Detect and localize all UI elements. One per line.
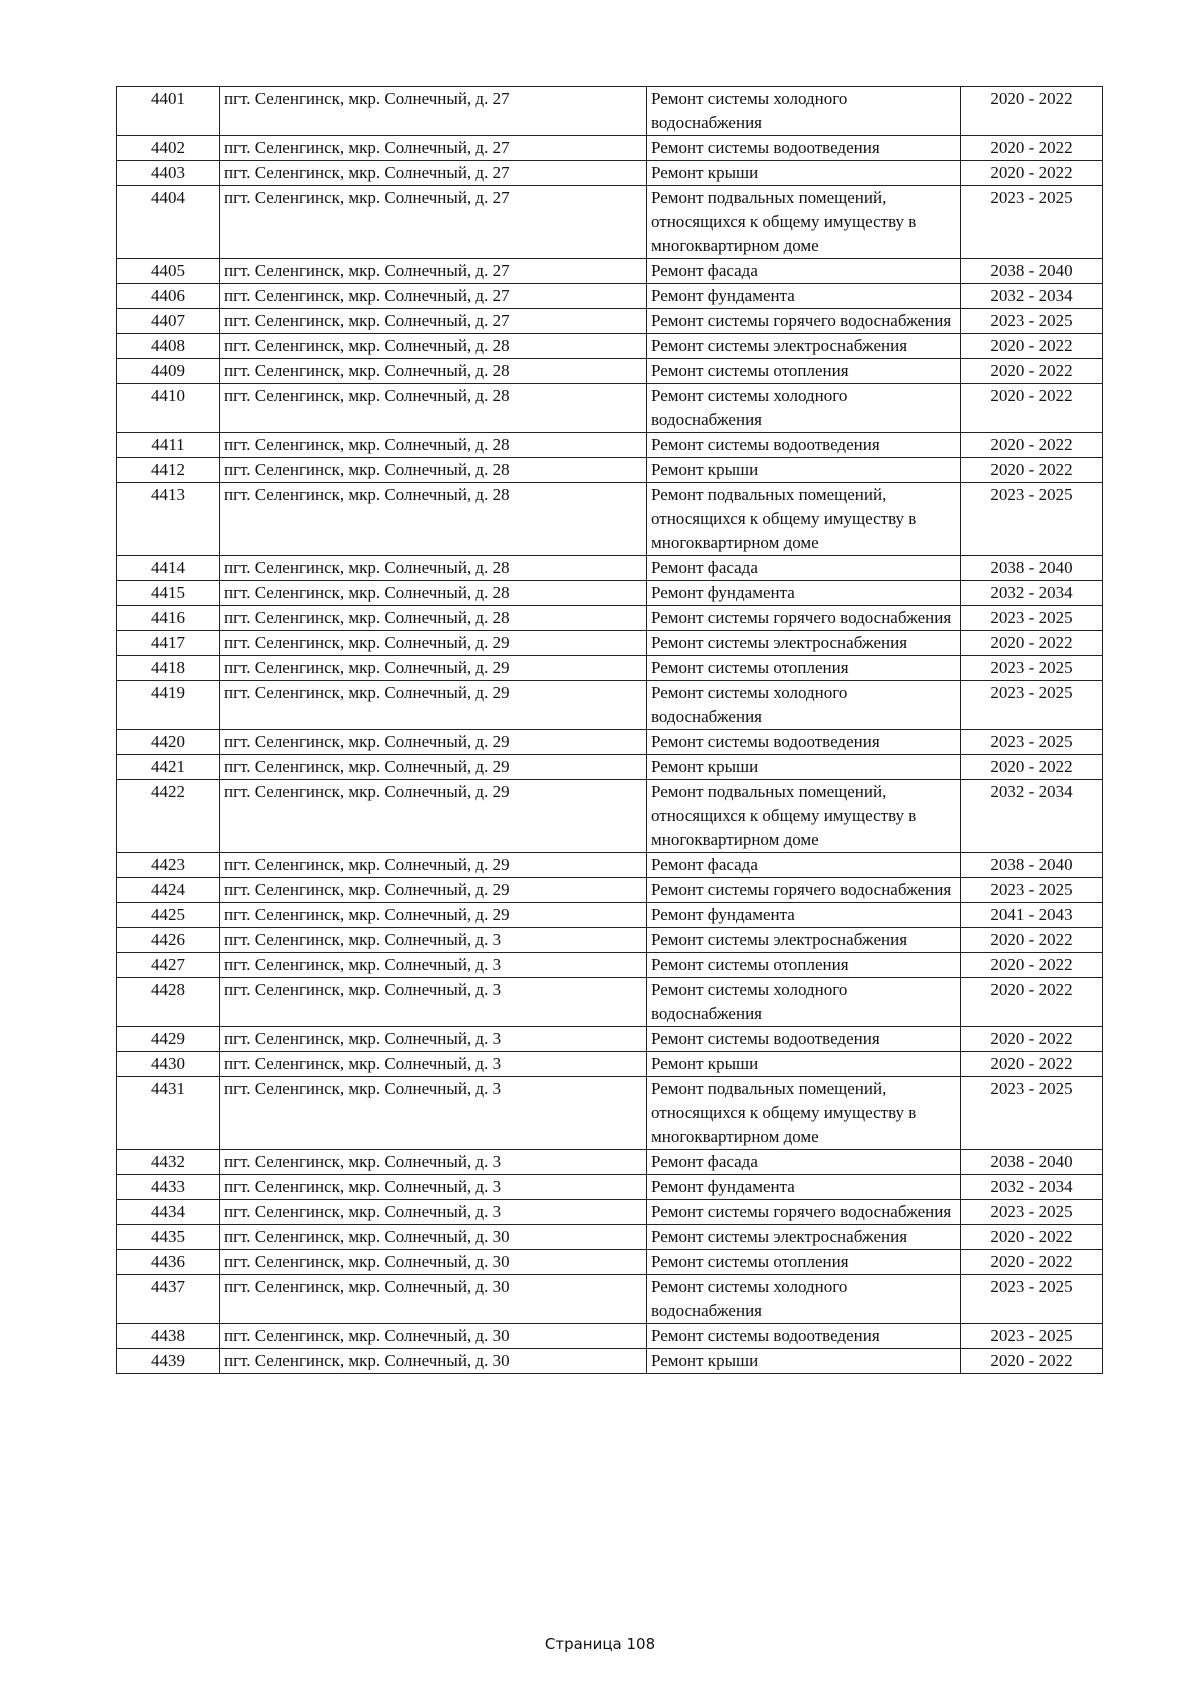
table-row [117,1052,1103,1077]
row-number: 4422 [117,780,220,853]
table-row [117,483,1103,556]
row-address: пгт. Селенгинск, мкр. Солнечный, д. 28 [220,433,647,458]
row-address: пгт. Селенгинск, мкр. Солнечный, д. 28 [220,606,647,631]
table-row [117,458,1103,483]
row-period: 2023 - 2025 [961,1275,1103,1324]
row-number: 4438 [117,1324,220,1349]
row-period: 2032 - 2034 [961,581,1103,606]
row-address: пгт. Селенгинск, мкр. Солнечный, д. 29 [220,755,647,780]
row-address: пгт. Селенгинск, мкр. Солнечный, д. 3 [220,1175,647,1200]
row-number: 4417 [117,631,220,656]
row-number: 4409 [117,359,220,384]
table-row [117,1077,1103,1150]
row-period: 2020 - 2022 [961,978,1103,1027]
row-number: 4415 [117,581,220,606]
row-address: пгт. Селенгинск, мкр. Солнечный, д. 28 [220,334,647,359]
row-period: 2020 - 2022 [961,136,1103,161]
row-number: 4416 [117,606,220,631]
row-work-type: Ремонт системы горячего водоснабжения [647,878,961,903]
row-period: 2032 - 2034 [961,284,1103,309]
table-row [117,780,1103,853]
row-number: 4413 [117,483,220,556]
row-address: пгт. Селенгинск, мкр. Солнечный, д. 30 [220,1250,647,1275]
row-address: пгт. Селенгинск, мкр. Солнечный, д. 3 [220,928,647,953]
row-period: 2023 - 2025 [961,483,1103,556]
row-number: 4401 [117,87,220,136]
row-work-type: Ремонт крыши [647,458,961,483]
row-address: пгт. Селенгинск, мкр. Солнечный, д. 29 [220,656,647,681]
row-number: 4437 [117,1275,220,1324]
table-row [117,755,1103,780]
row-work-type: Ремонт фасада [647,556,961,581]
table-row [117,136,1103,161]
row-work-type: Ремонт системы отопления [647,359,961,384]
table-row [117,1175,1103,1200]
table-row [117,656,1103,681]
row-number: 4423 [117,853,220,878]
table-body [117,87,1103,1374]
table-row [117,1027,1103,1052]
row-period: 2020 - 2022 [961,631,1103,656]
table-row [117,384,1103,433]
table-row [117,1349,1103,1374]
row-work-type: Ремонт системы водоотведения [647,1324,961,1349]
row-number: 4420 [117,730,220,755]
row-address: пгт. Селенгинск, мкр. Солнечный, д. 27 [220,136,647,161]
row-address: пгт. Селенгинск, мкр. Солнечный, д. 29 [220,878,647,903]
table-row [117,161,1103,186]
row-work-type: Ремонт крыши [647,755,961,780]
table-row [117,433,1103,458]
table-row [117,309,1103,334]
row-work-type: Ремонт крыши [647,1349,961,1374]
row-period: 2038 - 2040 [961,556,1103,581]
row-work-type: Ремонт системы электроснабжения [647,928,961,953]
table-row [117,186,1103,259]
row-number: 4426 [117,928,220,953]
table-row [117,1250,1103,1275]
row-number: 4402 [117,136,220,161]
row-period: 2020 - 2022 [961,1250,1103,1275]
row-work-type: Ремонт системы холодного водоснабжения [647,384,961,433]
table-row [117,928,1103,953]
row-number: 4432 [117,1150,220,1175]
row-work-type: Ремонт системы холодного водоснабжения [647,87,961,136]
row-number: 4407 [117,309,220,334]
row-number: 4410 [117,384,220,433]
row-address: пгт. Селенгинск, мкр. Солнечный, д. 29 [220,853,647,878]
row-period: 2023 - 2025 [961,606,1103,631]
row-number: 4430 [117,1052,220,1077]
row-work-type: Ремонт подвальных помещений, относящихся к общему имуществу в многоквартирном доме [647,483,961,556]
table-row [117,1200,1103,1225]
table-row [117,681,1103,730]
row-period: 2020 - 2022 [961,1225,1103,1250]
table-row [117,631,1103,656]
row-number: 4434 [117,1200,220,1225]
row-period: 2020 - 2022 [961,755,1103,780]
table-row [117,730,1103,755]
row-address: пгт. Селенгинск, мкр. Солнечный, д. 29 [220,730,647,755]
table-row [117,978,1103,1027]
row-period: 2020 - 2022 [961,87,1103,136]
repair-schedule-table [116,86,1103,1374]
row-work-type: Ремонт системы горячего водоснабжения [647,606,961,631]
row-period: 2038 - 2040 [961,259,1103,284]
row-number: 4403 [117,161,220,186]
row-address: пгт. Селенгинск, мкр. Солнечный, д. 30 [220,1225,647,1250]
row-number: 4436 [117,1250,220,1275]
row-work-type: Ремонт фундамента [647,284,961,309]
row-address: пгт. Селенгинск, мкр. Солнечный, д. 28 [220,581,647,606]
row-work-type: Ремонт системы водоотведения [647,136,961,161]
row-number: 4428 [117,978,220,1027]
table-row [117,1275,1103,1324]
row-work-type: Ремонт фундамента [647,1175,961,1200]
row-number: 4425 [117,903,220,928]
table-row [117,581,1103,606]
row-address: пгт. Селенгинск, мкр. Солнечный, д. 27 [220,284,647,309]
row-period: 2020 - 2022 [961,928,1103,953]
row-address: пгт. Селенгинск, мкр. Солнечный, д. 27 [220,186,647,259]
table-row [117,259,1103,284]
row-number: 4419 [117,681,220,730]
row-address: пгт. Селенгинск, мкр. Солнечный, д. 29 [220,780,647,853]
row-address: пгт. Селенгинск, мкр. Солнечный, д. 27 [220,259,647,284]
table-row [117,334,1103,359]
row-period: 2032 - 2034 [961,1175,1103,1200]
row-address: пгт. Селенгинск, мкр. Солнечный, д. 27 [220,161,647,186]
table-row [117,87,1103,136]
row-period: 2020 - 2022 [961,1027,1103,1052]
row-period: 2023 - 2025 [961,681,1103,730]
row-period: 2020 - 2022 [961,1349,1103,1374]
row-work-type: Ремонт подвальных помещений, относящихся к общему имуществу в многоквартирном доме [647,1077,961,1150]
row-work-type: Ремонт фасада [647,1150,961,1175]
row-period: 2038 - 2040 [961,853,1103,878]
table-row [117,284,1103,309]
row-work-type: Ремонт системы отопления [647,1250,961,1275]
table-row [117,953,1103,978]
row-address: пгт. Селенгинск, мкр. Солнечный, д. 30 [220,1349,647,1374]
row-period: 2023 - 2025 [961,1324,1103,1349]
row-period: 2020 - 2022 [961,433,1103,458]
row-work-type: Ремонт системы горячего водоснабжения [647,309,961,334]
table-row [117,853,1103,878]
table-row [117,359,1103,384]
row-work-type: Ремонт фасада [647,259,961,284]
row-number: 4431 [117,1077,220,1150]
row-number: 4405 [117,259,220,284]
row-work-type: Ремонт крыши [647,161,961,186]
row-number: 4418 [117,656,220,681]
row-address: пгт. Селенгинск, мкр. Солнечный, д. 27 [220,87,647,136]
row-number: 4435 [117,1225,220,1250]
row-work-type: Ремонт системы холодного водоснабжения [647,681,961,730]
row-work-type: Ремонт системы холодного водоснабжения [647,1275,961,1324]
row-number: 4427 [117,953,220,978]
row-period: 2023 - 2025 [961,878,1103,903]
row-period: 2038 - 2040 [961,1150,1103,1175]
row-work-type: Ремонт системы электроснабжения [647,1225,961,1250]
row-period: 2041 - 2043 [961,903,1103,928]
row-number: 4408 [117,334,220,359]
row-period: 2020 - 2022 [961,161,1103,186]
row-work-type: Ремонт системы горячего водоснабжения [647,1200,961,1225]
row-period: 2020 - 2022 [961,1052,1103,1077]
row-address: пгт. Селенгинск, мкр. Солнечный, д. 3 [220,1052,647,1077]
table-row [117,556,1103,581]
row-address: пгт. Селенгинск, мкр. Солнечный, д. 28 [220,483,647,556]
row-work-type: Ремонт подвальных помещений, относящихся к общему имуществу в многоквартирном доме [647,780,961,853]
row-number: 4414 [117,556,220,581]
row-address: пгт. Селенгинск, мкр. Солнечный, д. 28 [220,556,647,581]
row-number: 4429 [117,1027,220,1052]
row-work-type: Ремонт системы водоотведения [647,1027,961,1052]
row-number: 4421 [117,755,220,780]
row-address: пгт. Селенгинск, мкр. Солнечный, д. 28 [220,458,647,483]
row-period: 2023 - 2025 [961,1077,1103,1150]
row-address: пгт. Селенгинск, мкр. Солнечный, д. 3 [220,1027,647,1052]
row-number: 4433 [117,1175,220,1200]
row-period: 2032 - 2034 [961,780,1103,853]
row-period: 2020 - 2022 [961,359,1103,384]
row-number: 4412 [117,458,220,483]
row-number: 4411 [117,433,220,458]
row-period: 2023 - 2025 [961,309,1103,334]
row-work-type: Ремонт системы водоотведения [647,433,961,458]
table-row [117,1324,1103,1349]
row-period: 2023 - 2025 [961,656,1103,681]
row-work-type: Ремонт системы холодного водоснабжения [647,978,961,1027]
row-address: пгт. Селенгинск, мкр. Солнечный, д. 30 [220,1324,647,1349]
row-work-type: Ремонт фундамента [647,903,961,928]
row-number: 4406 [117,284,220,309]
table-row [117,878,1103,903]
table-row [117,606,1103,631]
row-period: 2023 - 2025 [961,186,1103,259]
row-address: пгт. Селенгинск, мкр. Солнечный, д. 30 [220,1275,647,1324]
row-number: 4439 [117,1349,220,1374]
row-work-type: Ремонт крыши [647,1052,961,1077]
row-period: 2023 - 2025 [961,1200,1103,1225]
row-address: пгт. Селенгинск, мкр. Солнечный, д. 3 [220,978,647,1027]
row-number: 4404 [117,186,220,259]
row-period: 2020 - 2022 [961,953,1103,978]
row-work-type: Ремонт фасада [647,853,961,878]
row-period: 2023 - 2025 [961,730,1103,755]
row-address: пгт. Селенгинск, мкр. Солнечный, д. 28 [220,384,647,433]
row-address: пгт. Селенгинск, мкр. Солнечный, д. 3 [220,953,647,978]
table-row [117,1225,1103,1250]
row-number: 4424 [117,878,220,903]
row-period: 2020 - 2022 [961,334,1103,359]
row-work-type: Ремонт фундамента [647,581,961,606]
row-address: пгт. Селенгинск, мкр. Солнечный, д. 3 [220,1077,647,1150]
row-period: 2020 - 2022 [961,458,1103,483]
row-address: пгт. Селенгинск, мкр. Солнечный, д. 29 [220,903,647,928]
row-work-type: Ремонт системы отопления [647,656,961,681]
row-address: пгт. Селенгинск, мкр. Солнечный, д. 29 [220,631,647,656]
page-number: Страница 108 [544,1635,656,1653]
row-address: пгт. Селенгинск, мкр. Солнечный, д. 28 [220,359,647,384]
table-row [117,903,1103,928]
row-work-type: Ремонт системы водоотведения [647,730,961,755]
row-work-type: Ремонт подвальных помещений, относящихся к общему имуществу в многоквартирном доме [647,186,961,259]
row-work-type: Ремонт системы электроснабжения [647,631,961,656]
row-period: 2020 - 2022 [961,384,1103,433]
row-address: пгт. Селенгинск, мкр. Солнечный, д. 29 [220,681,647,730]
row-work-type: Ремонт системы отопления [647,953,961,978]
row-address: пгт. Селенгинск, мкр. Солнечный, д. 3 [220,1200,647,1225]
row-address: пгт. Селенгинск, мкр. Солнечный, д. 27 [220,309,647,334]
table-row [117,1150,1103,1175]
row-address: пгт. Селенгинск, мкр. Солнечный, д. 3 [220,1150,647,1175]
row-work-type: Ремонт системы электроснабжения [647,334,961,359]
